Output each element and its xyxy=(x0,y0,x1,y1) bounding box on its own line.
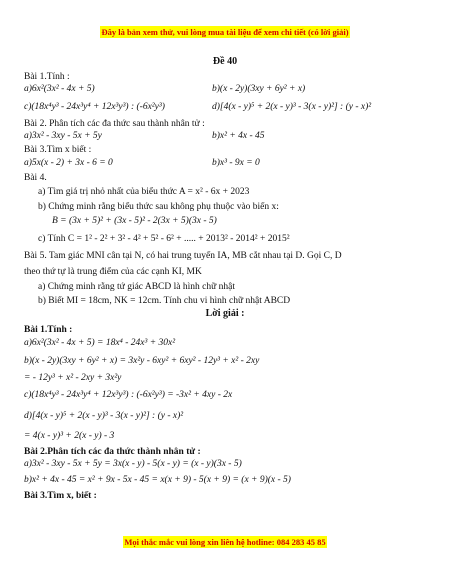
exam-title: Đề 40 xyxy=(212,56,238,67)
sol1-d1: d)[4(x - y)⁵ + 2(x - y)³ - 3(x - y)²] : (y - x)² xyxy=(24,411,184,421)
solution-title: Lời giải : xyxy=(205,308,245,319)
sol2-title: Bài 2.Phân tích các đa thức thành nhân tử : xyxy=(24,447,201,457)
sol2-b: b)x² + 4x - 45 = x² + 9x - 5x - 45 = x(x + 9) - 5(x + 9) = (x + 9)(x - 5) xyxy=(24,475,291,485)
sol3-title: Bài 3.Tìm x, biết : xyxy=(24,491,97,501)
bai2-title: Bài 2. Phân tích các đa thức sau thành nhân tử : xyxy=(24,119,205,129)
bai4-b: b) Chứng minh rằng biểu thức sau không phụ thuộc vào biến x: xyxy=(38,202,279,212)
preview-notice: Đây là bản xem thử, vui lòng mua tài liệu để xem chi tiết (có lời giải) xyxy=(101,27,349,37)
hotline-notice: Mọi thắc mắc vui lòng xin liên hệ hotline: 084 283 45 85 xyxy=(124,537,326,547)
sol1-title: Bài 1.Tính : xyxy=(24,325,73,335)
bai4-title: Bài 4. xyxy=(24,173,47,183)
bai5-b: b) Biết MI = 18cm, NK = 12cm. Tính chu vi hình chữ nhật ABCD xyxy=(38,296,291,306)
bai1-c: c)(18x⁴y³ - 24x³y⁴ + 12x³y³) : (-6x²y³) xyxy=(24,102,165,112)
sol1-c: c)(18x⁴y³ - 24x³y⁴ + 12x³y³) : (-6x²y³) = -3x² + 4xy - 2x xyxy=(24,390,233,400)
bai4-c: c) Tính C = 1² - 2² + 3² - 4² + 5² - 6² + ..... + 2013² - 2014² + 2015² xyxy=(38,234,290,244)
bai1-b: b)(x - 2y)(3xy + 6y² + x) xyxy=(212,84,306,94)
bai4-b-expression: B = (3x + 5)² + (3x - 5)² - 2(3x + 5)(3x - 5) xyxy=(52,216,217,226)
bai4-a: a) Tìm giá trị nhỏ nhất của biểu thức A = x² - 6x + 2023 xyxy=(38,187,250,197)
bai3-b: b)x³ - 9x = 0 xyxy=(212,158,260,168)
bai1-d: d)[4(x - y)⁵ + 2(x - y)³ - 3(x - y)²] : (y - x)² xyxy=(212,102,372,112)
bai5-line1: Bài 5. Tam giác MNI cân tại N, có hai trung tuyến IA, MB cắt nhau tại D. Gọi C, D xyxy=(24,251,342,261)
sol2-a: a)3x² - 3xy - 5x + 5y = 3x(x - y) - 5(x - y) = (x - y)(3x - 5) xyxy=(24,459,242,469)
sol1-d2: = 4(x - y)³ + 2(x - y) - 3 xyxy=(24,431,115,441)
sol1-b1: b)(x - 2y)(3xy + 6y² + x) = 3x²y - 6xy² + 6xy² - 12y³ + x² - 2xy xyxy=(24,356,260,366)
bai2-b: b)x² + 4x - 45 xyxy=(212,131,265,141)
sol1-a: a)6x²(3x² - 4x + 5) = 18x⁴ - 24x³ + 30x² xyxy=(24,338,176,348)
bai5-a: a) Chứng minh rằng tứ giác ABCD là hình chữ nhật xyxy=(38,282,235,292)
bai3-title: Bài 3.Tìm x biết : xyxy=(24,145,92,155)
bai1-title: Bài 1.Tính : xyxy=(24,72,70,82)
bai3-a: a)5x(x - 2) + 3x - 6 = 0 xyxy=(24,158,113,168)
bai5-line2: theo thứ tự là trung điểm của các cạnh KI, MK xyxy=(24,267,202,277)
bai1-a: a)6x²(3x² - 4x + 5) xyxy=(24,84,95,94)
bai2-a: a)3x² - 3xy - 5x + 5y xyxy=(24,131,102,141)
sol1-b2: = - 12y³ + x² - 2xy + 3x²y xyxy=(24,373,122,383)
